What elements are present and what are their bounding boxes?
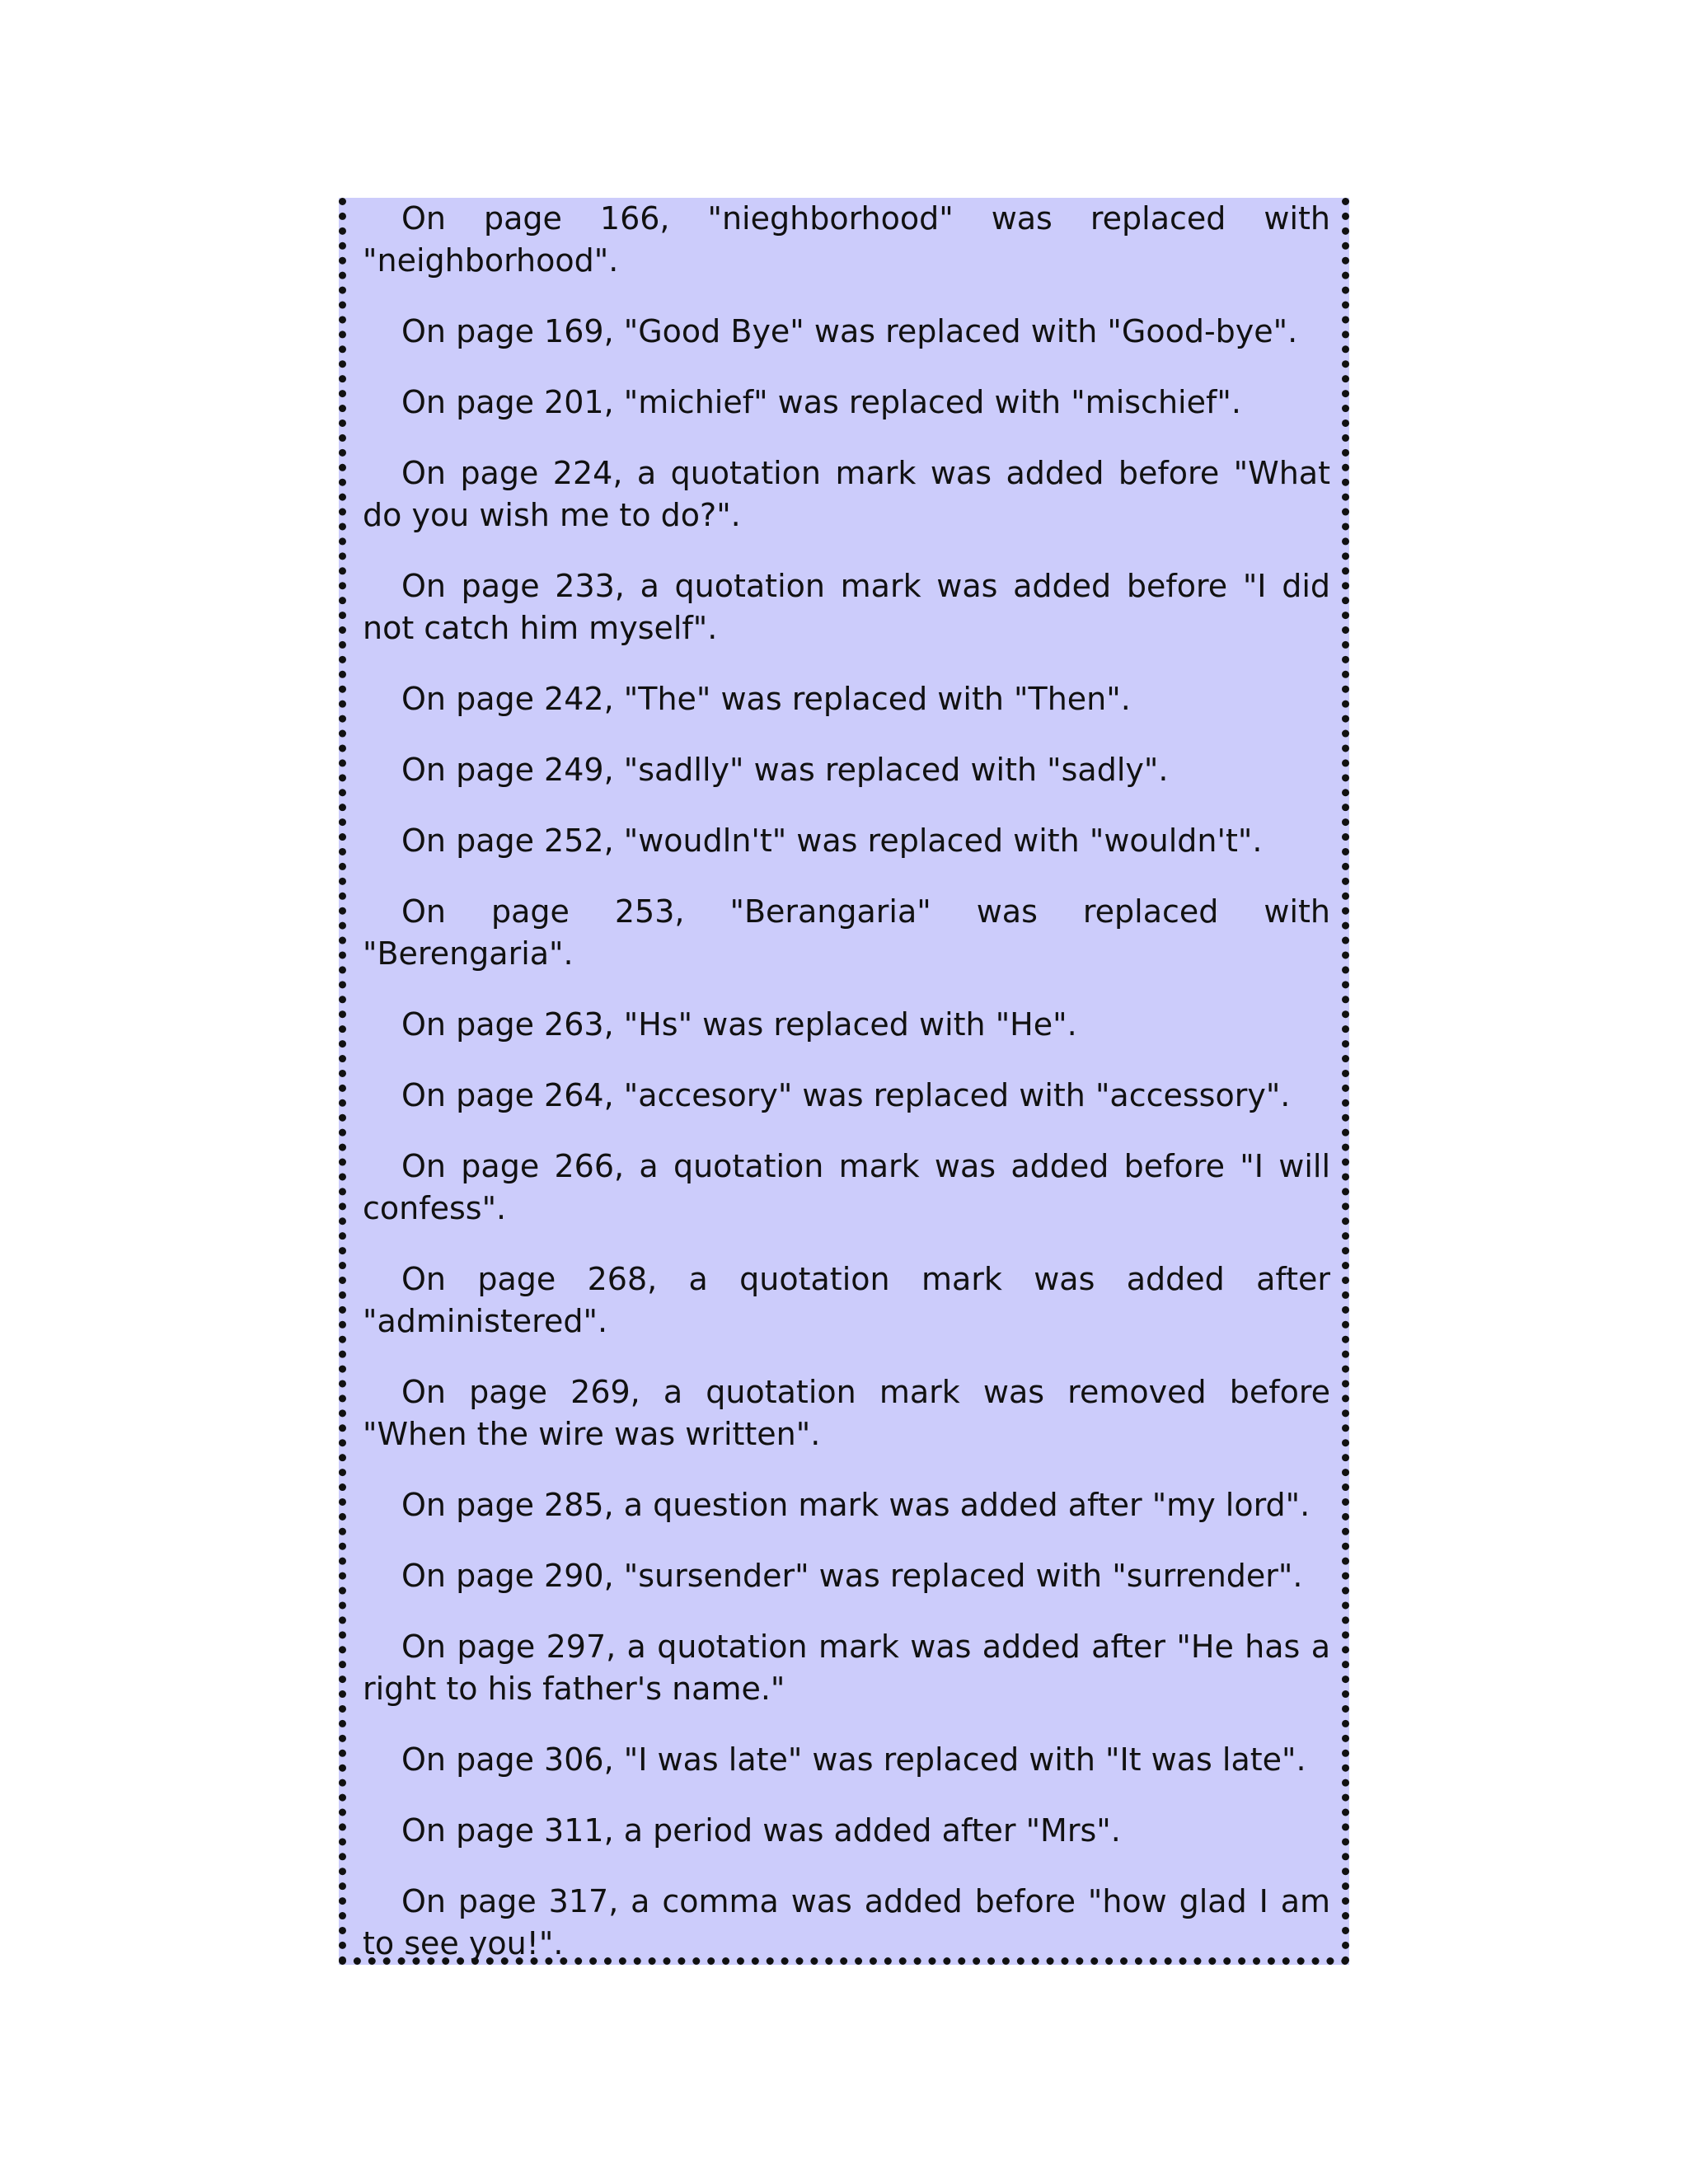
correction-note: On page 224, a quotation mark was added before "What do you wish me to do?". xyxy=(363,455,1330,533)
correction-note: On page 263, "Hs" was replaced with "He". xyxy=(401,1006,1077,1043)
correction-note: On page 264, "accesory" was replaced with "accessory". xyxy=(401,1077,1291,1113)
transcriber-notes-box xyxy=(339,198,1349,1965)
correction-note: On page 233, a quotation mark was added before "I did not catch him myself". xyxy=(363,568,1330,646)
correction-note: On page 290, "sursender" was replaced with "surrender". xyxy=(401,1558,1303,1594)
correction-note: On page 169, "Good Bye" was replaced with "Good-bye". xyxy=(401,313,1298,349)
correction-note: On page 311, a period was added after "Mrs". xyxy=(401,1812,1121,1849)
correction-note: On page 249, "sadlly" was replaced with "sadly". xyxy=(401,752,1169,788)
correction-note: On page 242, "The" was replaced with "Then". xyxy=(401,681,1131,717)
correction-note: On page 297, a quotation mark was added after "He has a right to his father's name." xyxy=(363,1629,1330,1707)
correction-note: On page 306, "I was late" was replaced with "It was late". xyxy=(401,1741,1306,1778)
correction-note: On page 201, "michief" was replaced with "mischief". xyxy=(401,384,1241,420)
correction-note: On page 317, a comma was added before "how glad I am to see you!". xyxy=(363,1883,1330,1961)
correction-note: On page 269, a quotation mark was removed before "When the wire was written". xyxy=(363,1374,1330,1452)
correction-note: On page 268, a quotation mark was added after "administered". xyxy=(363,1261,1330,1339)
correction-note: On page 252, "woudln't" was replaced with "wouldn't". xyxy=(401,823,1263,859)
correction-note: On page 166, "nieghborhood" was replaced with "neighborhood". xyxy=(363,200,1330,279)
correction-note: On page 266, a quotation mark was added before "I will confess". xyxy=(363,1148,1330,1226)
correction-note: On page 285, a question mark was added after "my lord". xyxy=(401,1487,1311,1523)
correction-note: On page 253, "Berangaria" was replaced with "Berengaria". xyxy=(363,893,1330,972)
